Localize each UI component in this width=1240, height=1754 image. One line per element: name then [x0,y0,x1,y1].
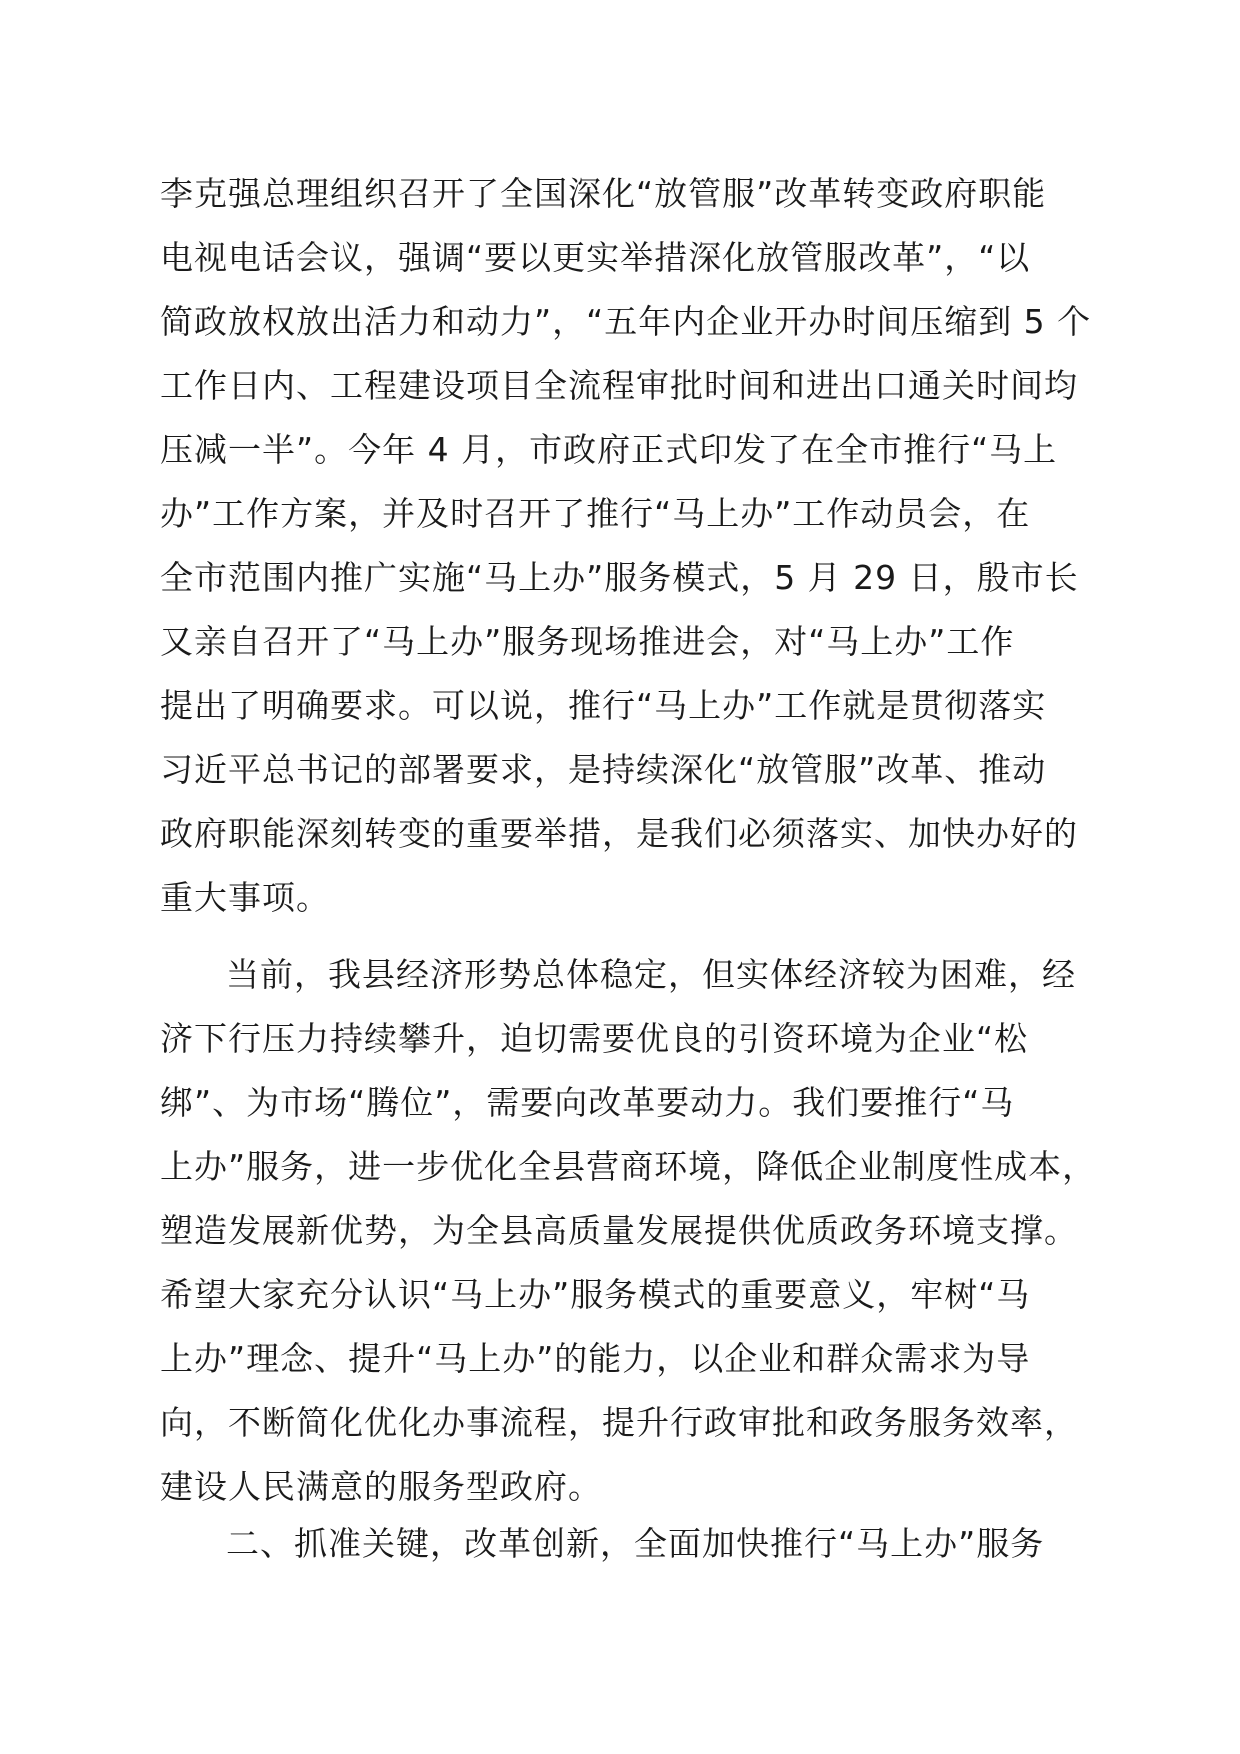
text-line: 希望大家充分认识“马上办”服务模式的重要意义，牢树“马 [160,1275,1031,1314]
text-line: 向，不断简化优化办事流程，提升行政审批和政务服务效率， [160,1403,1078,1442]
text-line: 简政放权放出活力和动力”，“五年内企业开办时间压缩到 5 个 [160,302,1092,341]
text-line: 政府职能深刻转变的重要举措，是我们必须落实、加快办好的 [160,814,1078,853]
text-line: 济下行压力持续攀升，迫切需要优良的引资环境为企业“松 [160,1019,1029,1058]
text-line: 塑造发展新优势，为全县高质量发展提供优质政务环境支撑。 [160,1211,1078,1250]
text-line: 绑”、为市场“腾位”，需要向改革要动力。我们要推行“马 [160,1083,1015,1122]
text-line: 压减一半”。今年 4 月，市政府正式印发了在全市推行“马上 [160,430,1058,469]
text-line: 习近平总书记的部署要求，是持续深化“放管服”改革、推动 [160,750,1047,789]
text-line: 提出了明确要求。可以说，推行“马上办”工作就是贯彻落实 [160,686,1047,725]
text-line: 重大事项。 [160,878,330,917]
paragraph-reform-meeting [160,162,1120,930]
text-line: 当前，我县经济形势总体稳定，但实体经济较为困难，经 [226,955,1076,994]
section-heading-text: 二、抓准关键，改革创新，全面加快推行“马上办”服务 [226,1524,1045,1563]
section-heading-two [160,1512,1120,1576]
text-line: 工作日内、工程建设项目全流程审批时间和进出口通关时间均 [160,366,1078,405]
text-line: 上办”理念、提升“马上办”的能力，以企业和群众需求为导 [160,1339,1031,1378]
paragraph-economic-situation [160,943,1120,1519]
text-line: 建设人民满意的服务型政府。 [160,1467,602,1506]
text-line: 李克强总理组织召开了全国深化“放管服”改革转变政府职能 [160,174,1047,213]
text-line: 电视电话会议，强调“要以更实举措深化放管服改革”，“以 [160,238,1031,277]
text-line: 办”工作方案，并及时召开了推行“马上办”工作动员会，在 [160,494,1031,533]
text-line: 上办”服务，进一步优化全县营商环境，降低企业制度性成本， [160,1147,1097,1186]
text-line: 全市范围内推广实施“马上办”服务模式，5 月 29 日，殷市长 [160,558,1079,597]
text-line: 又亲自召开了“马上办”服务现场推进会，对“马上办”工作 [160,622,1015,661]
